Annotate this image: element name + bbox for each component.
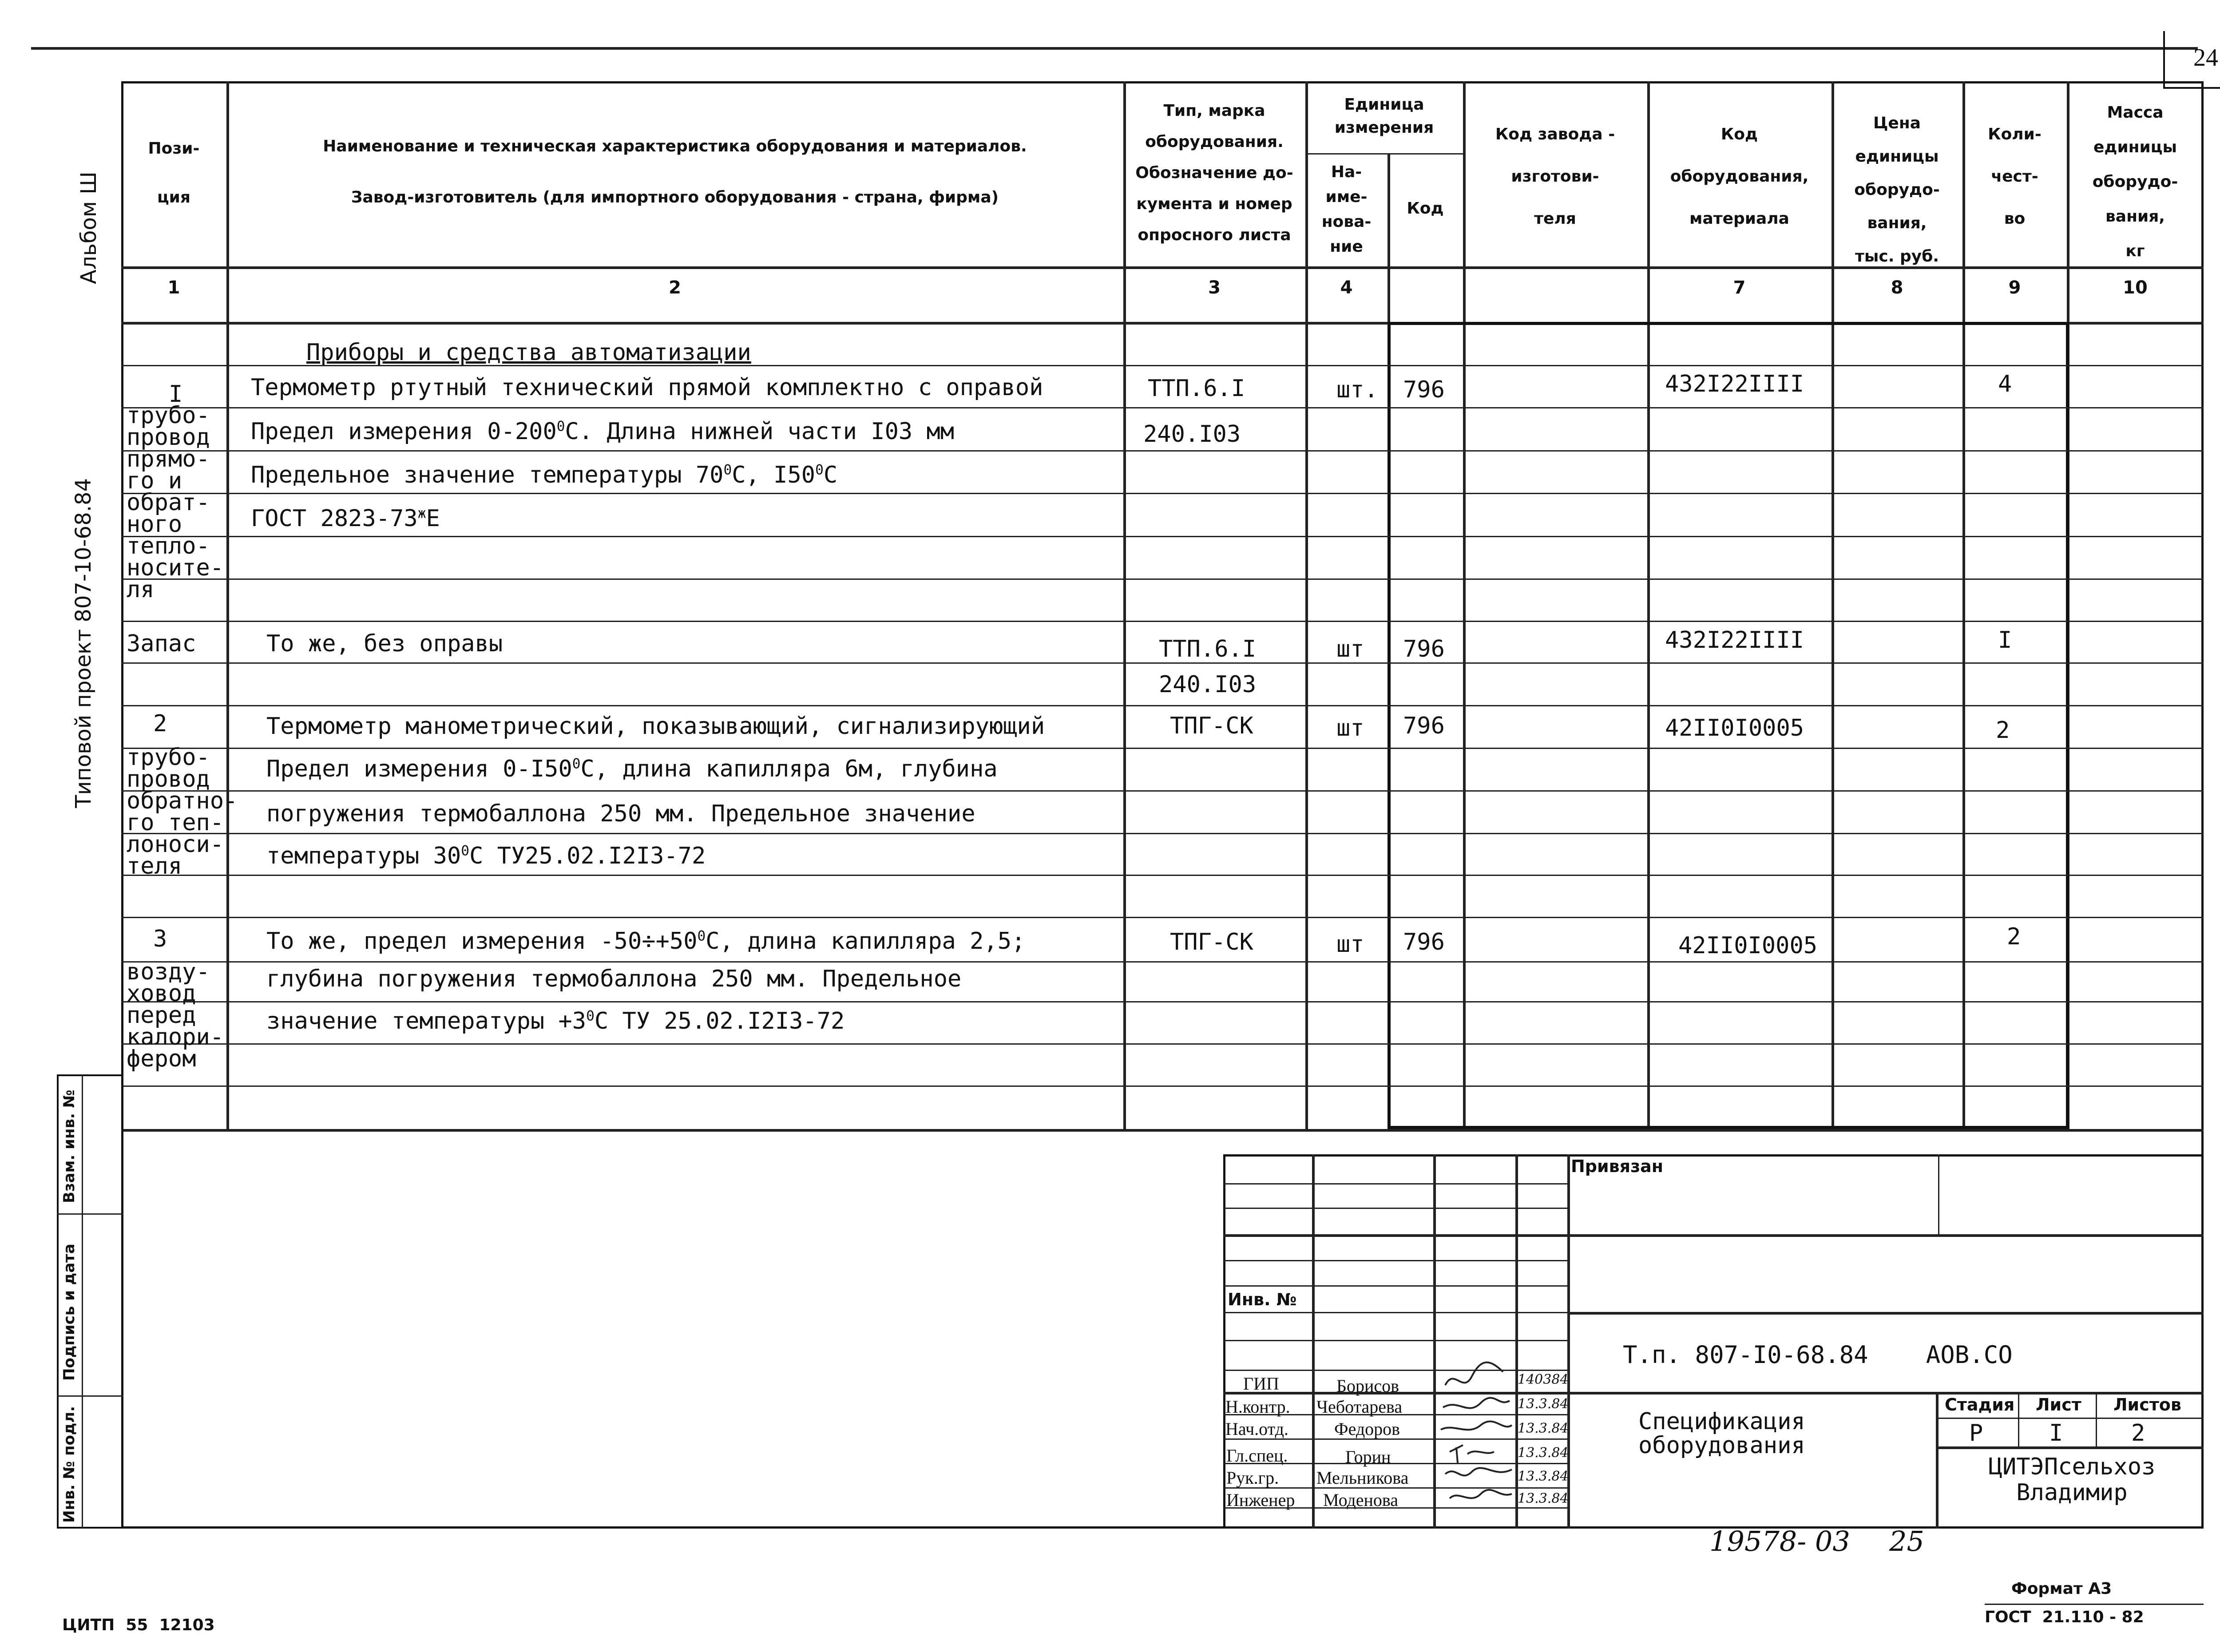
row-line: [121, 748, 2204, 749]
row-line: [121, 621, 2204, 622]
tb-sheet-label: Лист: [2036, 1395, 2081, 1414]
table-body-bottom: [121, 1129, 2204, 1132]
header-name-line2: Завод-изготовитель (для импортного оборудования - страна, фирма): [351, 188, 999, 206]
stamp-replacement-inv: Взам. инв. №: [60, 1089, 78, 1203]
item-name-line: глубина погружения термобаллона 250 мм. Предельное: [266, 966, 962, 992]
item-unit-code: 796: [1403, 929, 1445, 955]
item-unit-code: 796: [1403, 376, 1445, 403]
position-number: I: [169, 381, 183, 408]
tb-line: [1936, 1446, 2204, 1449]
tb-person: Чеботарева: [1316, 1397, 1403, 1417]
item-unit-code: 796: [1403, 713, 1445, 739]
tb-line: [1223, 1183, 1567, 1185]
tb-inventory-label: Инв. №: [1228, 1290, 1297, 1309]
row-line: [121, 450, 2204, 452]
stamp-divider: [57, 1395, 123, 1397]
item-name: Термометр манометрический, показывающий, сигнализирующий: [266, 713, 1045, 740]
tb-line: [2096, 1392, 2097, 1447]
footer-left-code: ЦИТП 55 12103: [62, 1616, 215, 1634]
tb-role: ГИП: [1243, 1374, 1279, 1394]
item-name-line: Предельное значение температуры $70^0С$, $I50^0С$: [251, 462, 838, 488]
position-description: трубо- провод прямо- го и обрат- ного тепло- носите- ля: [127, 402, 224, 603]
header-equipment-code: Код оборудования, материала: [1670, 125, 1809, 228]
item-type: ТТП.6.I: [1159, 636, 1257, 662]
item-unit: шт: [1336, 931, 1364, 958]
tb-line: [1936, 1392, 1939, 1529]
stamp-original-inv: Инв. № подл.: [60, 1406, 78, 1523]
item-unit-code: 796: [1403, 636, 1445, 662]
handwritten-page: 25: [1889, 1525, 1924, 1557]
tb-role: Рук.гр.: [1226, 1468, 1279, 1488]
header-position: Пози- ция: [148, 139, 200, 206]
column-number: 9: [2008, 277, 2021, 298]
position-description: трубо- провод обратно- го теп- лоноси- теля: [127, 744, 238, 879]
item-type: ТТП.6.I: [1148, 375, 1245, 402]
column-number: 7: [1733, 277, 1746, 298]
row-line: [121, 1001, 2204, 1002]
item-unit: шт: [1336, 715, 1364, 741]
tb-line: [1223, 1208, 1567, 1209]
header-factory-code: Код завода - изготови- теля: [1495, 125, 1615, 228]
signature-scribbles: [1436, 1341, 1516, 1527]
column-number: 3: [1208, 277, 1221, 298]
tb-date: 13.3.84: [1518, 1445, 1569, 1461]
position-description: возду- ховод перед калори- фером: [127, 959, 224, 1072]
item-quantity: 2: [1996, 717, 2010, 744]
header-unit-name: На- име- нова- ние: [1321, 163, 1372, 256]
tb-stage-label: Стадия: [1945, 1395, 2015, 1414]
item-name: То же, предел измерения $-50\div+50^0С$, длина капилляра 2,5;: [266, 928, 1026, 955]
row-line: [121, 662, 2204, 664]
tb-role: Инженер: [1226, 1490, 1295, 1510]
item-material-code: 42II0I0005: [1678, 932, 1818, 959]
header-unit: Единица измерения: [1334, 95, 1434, 137]
tb-role: Нач.отд.: [1225, 1419, 1288, 1439]
row-line: [121, 917, 2204, 918]
tb-line: [1936, 1418, 2204, 1419]
tb-stage: Р: [1969, 1420, 1983, 1446]
tb-role: Гл.спец.: [1226, 1446, 1288, 1466]
item-quantity: 2: [2007, 923, 2021, 950]
format-label: Формат А3: [2011, 1580, 2112, 1598]
album-label: Альбом Ш: [76, 171, 101, 284]
item-type: ТПГ-СК: [1170, 713, 1253, 739]
tb-attached-label: Привязан: [1571, 1157, 1664, 1176]
project-label: Типовой проект 807-10-68.84: [71, 478, 96, 808]
header-name-line1: Наименование и техническая характеристика оборудования и материалов.: [323, 137, 1027, 155]
item-name: Термометр ртутный технический прямой комплектно с оправой: [251, 374, 1043, 401]
footer-gost: ГОСТ 21.110 - 82: [1985, 1608, 2144, 1626]
tb-line: [1223, 1260, 1567, 1261]
stamp-divider: [82, 1074, 83, 1529]
item-type: 240.I03: [1143, 421, 1241, 448]
row-line: [121, 875, 2204, 876]
header-unit-code: Код: [1407, 199, 1444, 218]
tb-line: [1223, 1312, 1567, 1313]
tb-date: 140384: [1518, 1372, 1569, 1387]
row-line: [121, 536, 2204, 537]
tb-line: [2018, 1392, 2019, 1447]
item-name-line: значение температуры $+3^0С$ ТУ 25.02.I2I3-72: [266, 1008, 845, 1034]
top-border-line: [31, 47, 2198, 50]
item-quantity: 4: [1998, 371, 2012, 397]
row-line: [121, 493, 2204, 494]
row-line: [121, 961, 2204, 963]
item-quantity: I: [1998, 627, 2012, 654]
position-number: 2: [153, 710, 167, 737]
item-name-line: погружения термобаллона 250 мм. Предельное значение: [266, 800, 975, 827]
tb-line: [1312, 1154, 1315, 1529]
position-reserve: Запас: [127, 630, 196, 657]
header-quantity: Коли- чест- во: [1988, 125, 2042, 228]
position-number: 3: [153, 926, 167, 952]
item-type: ТПГ-СК: [1170, 929, 1253, 955]
column-number: 10: [2123, 277, 2148, 298]
unit-header-line: [1305, 153, 1463, 155]
tb-sheets-label: Листов: [2113, 1395, 2181, 1414]
col-line-1: [226, 81, 229, 1129]
item-type: 240.I03: [1159, 671, 1257, 698]
item-unit: шт.: [1336, 376, 1378, 403]
tb-date: 13.3.84: [1518, 1491, 1569, 1506]
item-material-code: 42II0I0005: [1665, 715, 1804, 741]
sheet-number: 24: [2193, 44, 2218, 71]
tb-role: Н.контр.: [1225, 1397, 1290, 1417]
column-number: 4: [1340, 277, 1353, 298]
item-name-line: ГОСТ $2823-73^жЕ$: [251, 505, 440, 532]
header-price: Цена единицы оборудо- вания, тыс. руб.: [1854, 114, 1940, 265]
row-line: [121, 833, 2204, 834]
row-line: [121, 1043, 2204, 1045]
row-line: [121, 407, 2204, 408]
tb-sheets: 2: [2131, 1420, 2145, 1446]
handwritten-reference: 19578- 03: [1709, 1525, 1850, 1557]
tb-person: Горин: [1345, 1447, 1391, 1467]
tb-document-code: Т.п. 807-I0-68.84 АОВ.СО: [1623, 1341, 2013, 1369]
tb-date: 13.3.84: [1518, 1421, 1569, 1436]
tb-sheet: I: [2049, 1420, 2063, 1446]
tb-line: [1223, 1234, 2204, 1237]
footer-line: [1985, 1604, 2204, 1605]
item-name-line: температуры $30^0С$ ТУ25.02.I2I3-72: [266, 843, 706, 869]
row-line: [121, 705, 2204, 706]
row-line: [121, 1085, 2204, 1087]
tb-title: Спецификация оборудования: [1638, 1408, 1805, 1459]
stamp-divider: [57, 1213, 123, 1215]
item-material-code: 432I22IIII: [1665, 627, 1804, 654]
tb-person: Мельникова: [1316, 1468, 1409, 1488]
item-unit: шт: [1336, 636, 1364, 662]
tb-line: [1938, 1154, 1939, 1234]
header-mass: Масса единицы оборудо- вания, кг: [2092, 103, 2178, 260]
stamp-signature-date: Подпись и дата: [60, 1244, 78, 1381]
tb-date: 13.3.84: [1518, 1469, 1569, 1484]
section-title: Приборы и средства автоматизации: [306, 339, 751, 366]
item-material-code: 432I22IIII: [1665, 371, 1804, 397]
item-name: То же, без оправы: [266, 630, 503, 657]
item-name-line: Предел измерения $0-I50^0С$, длина капилляра 6м, глубина: [266, 756, 998, 782]
column-number: 8: [1891, 277, 1903, 298]
row-line: [121, 578, 2204, 580]
tb-date: 13.3.84: [1518, 1396, 1569, 1412]
tb-person: Федоров: [1334, 1419, 1400, 1439]
tb-person: Борисов: [1336, 1376, 1399, 1396]
tb-organization: ЦИТЭПсельхоз Владимир: [1988, 1454, 2156, 1506]
item-name-line: Предел измерения $0-200^0С$. Длина нижней части I03 мм: [251, 418, 955, 445]
column-number: 2: [669, 277, 681, 298]
tb-person: Моденова: [1323, 1490, 1399, 1510]
tb-line: [1433, 1154, 1436, 1529]
tb-line: [1567, 1312, 2204, 1315]
row-line: [121, 790, 2204, 792]
tb-line: [1223, 1285, 1567, 1287]
column-number: 1: [167, 277, 180, 298]
header-type: Тип, марка оборудования. Обозначение до- кумента и номер опросного листа: [1135, 102, 1293, 244]
